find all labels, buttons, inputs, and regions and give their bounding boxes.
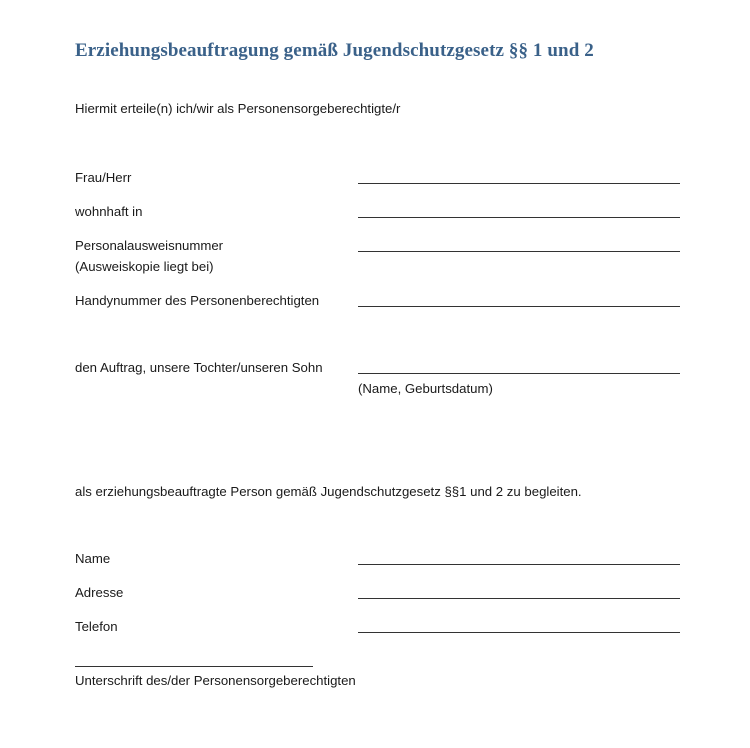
child-field-caption: (Name, Geburtsdatum) (358, 381, 493, 396)
child-name-birthdate-field[interactable] (358, 373, 680, 374)
delegate-name-label: Name (75, 551, 111, 566)
delegate-address-field[interactable] (358, 598, 680, 599)
guardian-id-field[interactable] (358, 251, 680, 252)
assignment-label: den Auftrag, unsere Tochter/unseren Sohn (75, 360, 323, 375)
delegate-address-label: Adresse (75, 585, 124, 600)
delegate-phone-label: Telefon (75, 619, 118, 634)
signature-caption: Unterschrift des/der Personensorgeberechtigten (75, 673, 356, 688)
intro-text: Hiermit erteile(n) ich/wir als Personensorgeberechtigte/r (75, 101, 401, 116)
guardian-id-label: Personalausweisnummer (75, 238, 224, 253)
purpose-text: als erziehungsbeauftragte Person gemäß Jugendschutzgesetz §§1 und 2 zu begleiten. (75, 484, 582, 499)
guardian-id-note: (Ausweiskopie liegt bei) (75, 259, 214, 274)
delegate-name-field[interactable] (358, 564, 680, 565)
guardian-phone-field[interactable] (358, 306, 680, 307)
signature-field[interactable] (75, 666, 313, 667)
document-title: Erziehungsbeauftragung gemäß Jugendschutzgesetz §§ 1 und 2 (75, 40, 594, 61)
guardian-residence-field[interactable] (358, 217, 680, 218)
guardian-phone-label: Handynummer des Personenberechtigten (75, 293, 320, 308)
guardian-name-field[interactable] (358, 183, 680, 184)
guardian-residence-label: wohnhaft in (75, 204, 143, 219)
delegate-phone-field[interactable] (358, 632, 680, 633)
guardian-name-label: Frau/Herr (75, 170, 132, 185)
